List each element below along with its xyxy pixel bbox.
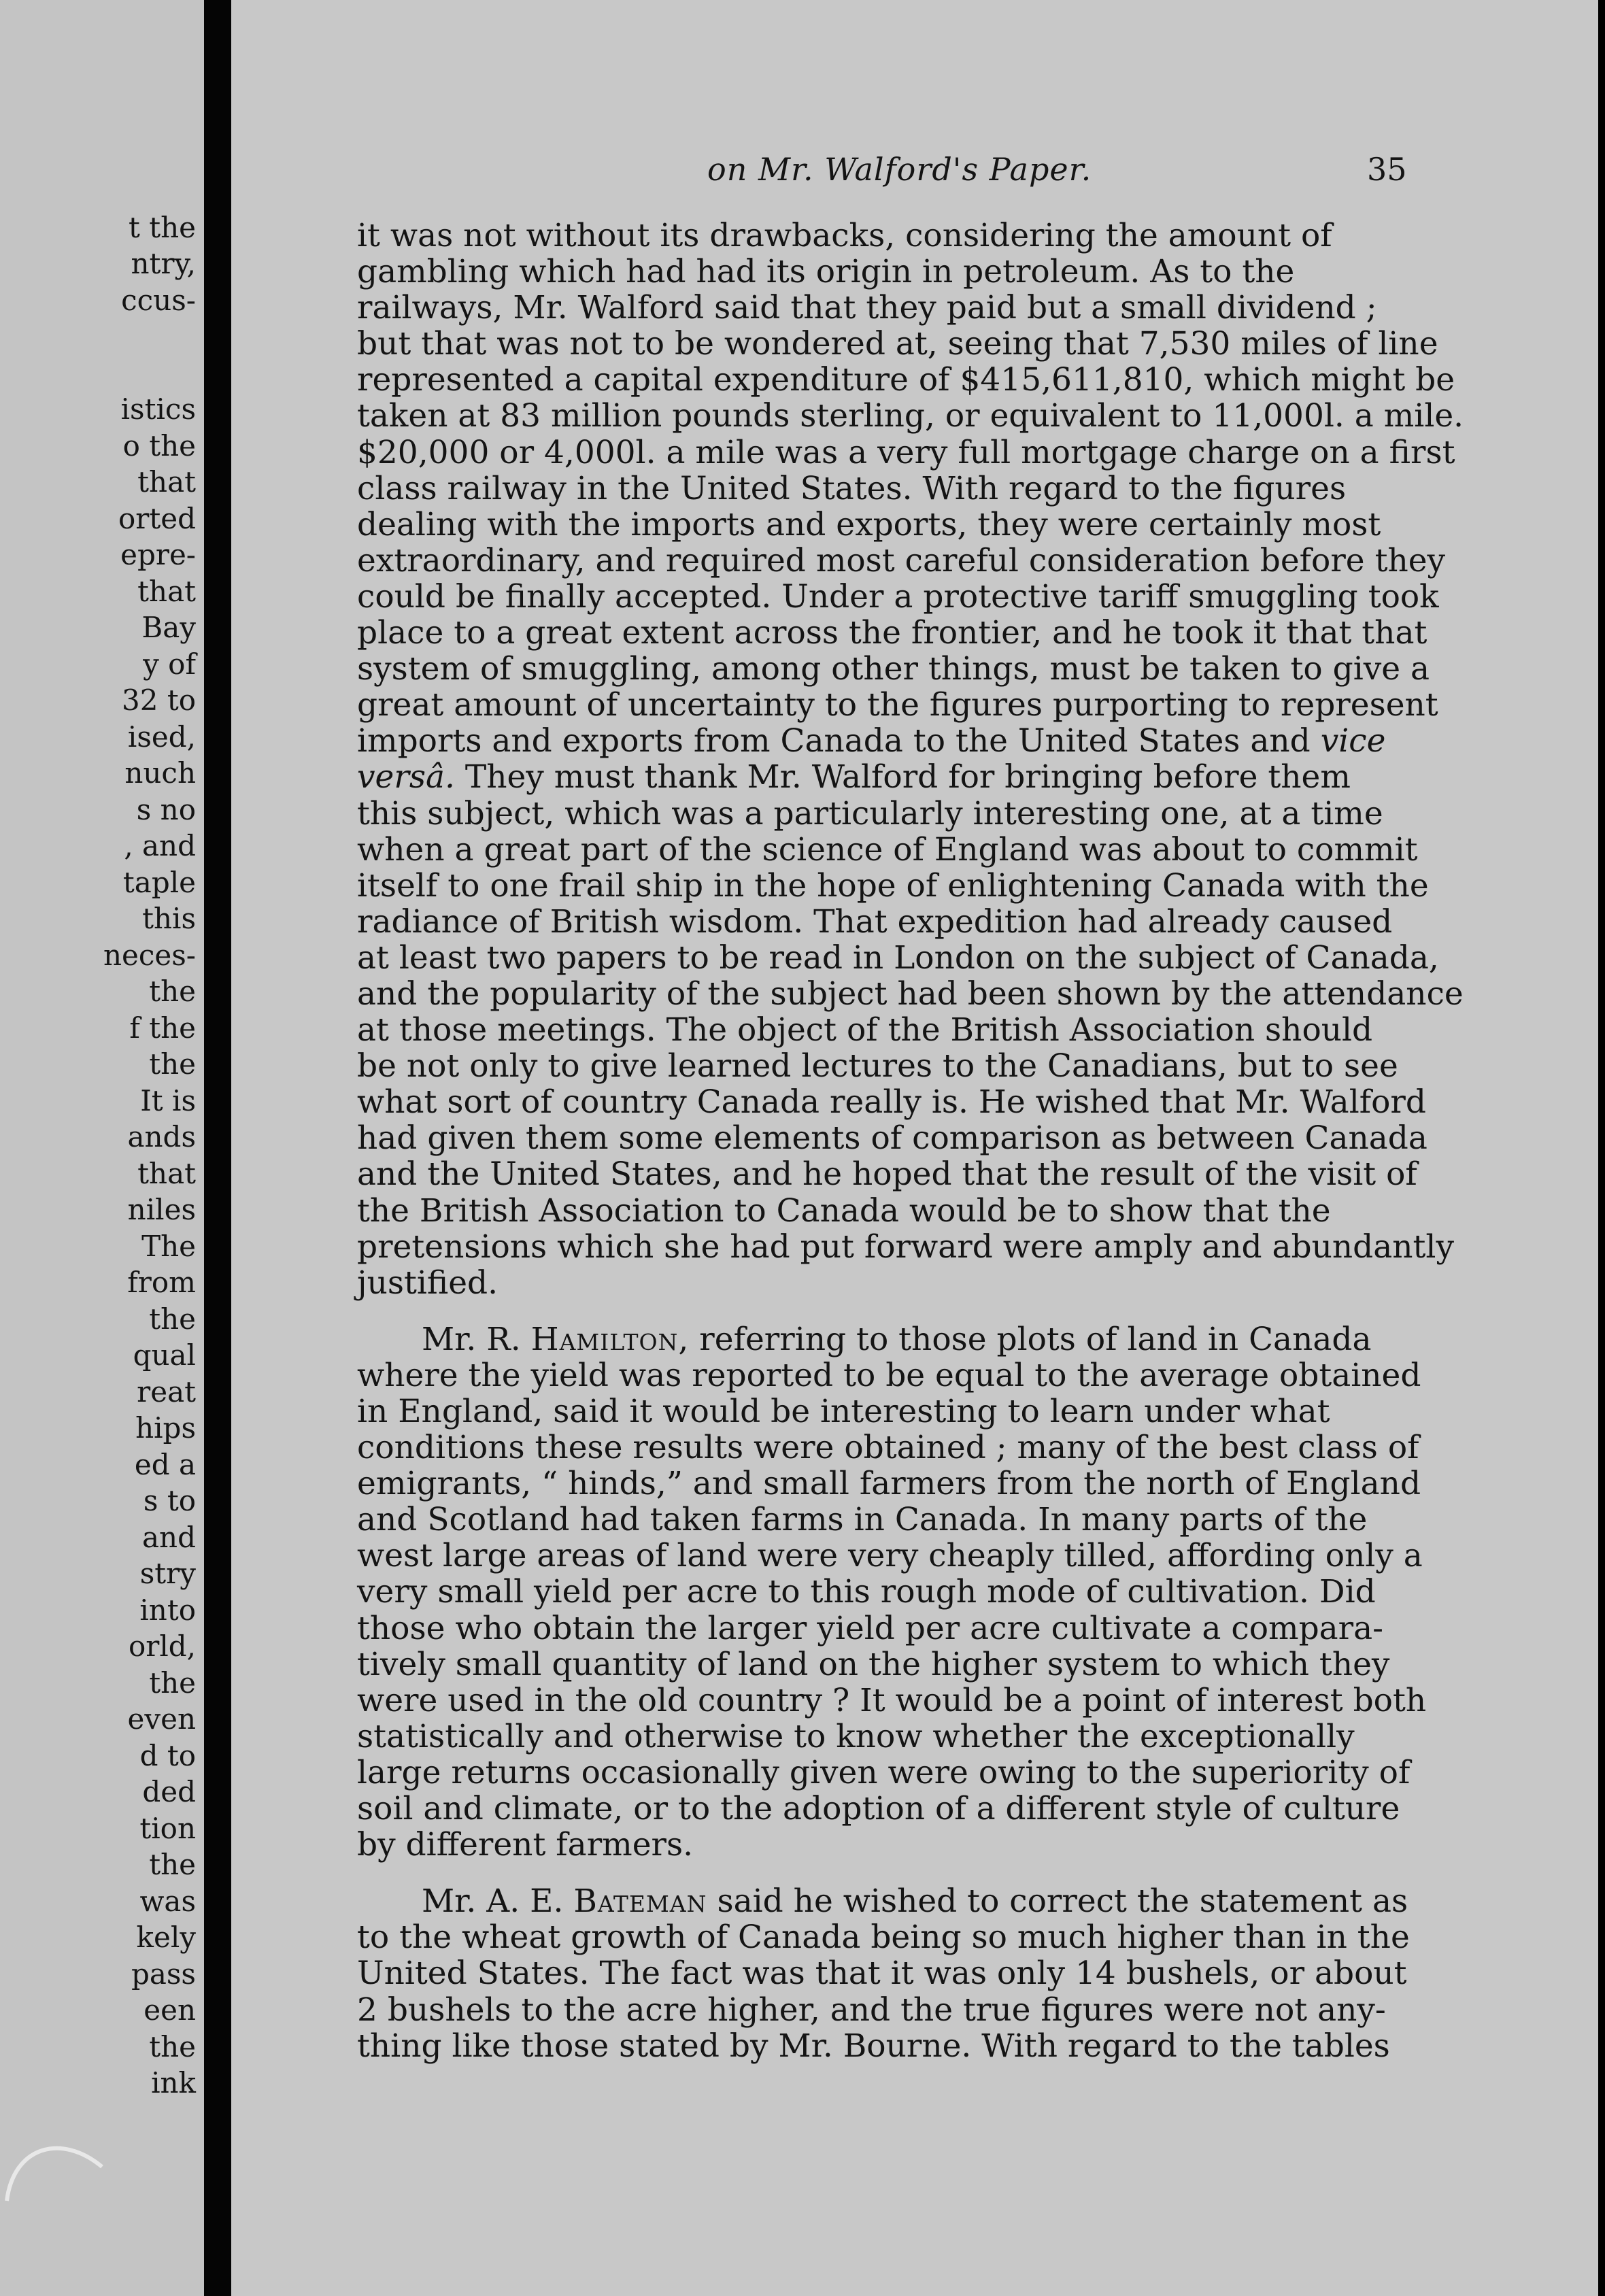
text-line: it was not without its drawbacks, considering the amount of [357,217,1332,254]
paragraph-1 [357,218,1598,1301]
speaker-name: Bateman [573,1883,707,1921]
text-line: at least two papers to be read in London on the subject of Canada, [357,939,1439,977]
left-page-fragment: the [149,1666,196,1700]
text-line: large returns occasionally given were owing to the superiority of [357,1753,1410,1791]
italic-word: vice [1320,722,1386,760]
left-page-fragment: d to [139,1739,196,1772]
left-page-fragment: this [142,902,196,935]
left-page-fragment: the [149,1047,196,1081]
text-line: could be finally accepted. Under a protective tariff smuggling took [357,577,1439,615]
speaker-name: Hamilton, [530,1320,690,1358]
text-line: versâ. They must thank Mr. Walford for bringing before them [357,758,1351,796]
text-line: gambling which had had its origin in petroleum. As to the [357,253,1295,291]
left-page-fragment: the [149,975,196,1008]
paragraph-3-first-line [357,1883,1598,1919]
paragraph-2 [357,1321,1598,1863]
left-page-fragment: Bay [141,611,196,644]
text-line: represented a capital expenditure of $415,611,810, which might be [357,361,1455,399]
text-line: at those meetings. The object of the British Association should [357,1011,1373,1049]
left-page-fragment: t the [128,211,196,244]
text-line: soil and climate, or to the adoption of a different style of culture [357,1790,1400,1828]
page-curl-mark [0,2106,136,2208]
text-line: conditions these results were obtained ; many of the best class of [357,1429,1419,1467]
text-line: west large areas of land were very cheaply tilled, affording only a [357,1537,1423,1575]
text-line: where the yield was reported to be equal to the average obtained [357,1356,1421,1394]
left-page-fragment: s no [136,793,196,826]
running-title: on Mr. Walford's Paper. [707,151,1092,188]
left-page-fragment: and [142,1521,196,1554]
text-line: be not only to give learned lectures to the Canadians, but to see [357,1047,1398,1085]
text-line: thing like those stated by Mr. Bourne. With regard to the tables [357,2027,1390,2065]
left-page-fragment: ded [142,1775,196,1808]
left-page-fragment: o the [122,429,196,462]
text-line: taken at 83 million pounds sterling, or equivalent to 11,000l. a mile. [357,397,1464,435]
left-page-fragment: even [127,1702,196,1736]
text-line: United States. The fact was that it was only 14 bushels, or about [357,1955,1407,1993]
left-page-fragment: was [139,1885,196,1918]
text-line: to the wheat growth of Canada being so much higher than in the [357,1919,1410,1957]
left-page-fragment: pass [131,1957,196,1991]
left-page-fragment: into [139,1593,196,1627]
speaker-prefix: Mr. A. E. [422,1883,564,1921]
left-page-fragment: taple [122,866,196,899]
page-header: on Mr. Walford's Paper. 35 [707,151,1407,188]
left-page-fragment: the [149,2030,196,2063]
left-page-fragment: stry [139,1557,196,1590]
left-page-fragment: that [137,465,196,499]
left-page-fragment: It is [140,1084,196,1117]
left-page-fragment: 32 to [122,683,196,717]
left-page-fragment: ccus- [121,284,196,317]
text-line: and the popularity of the subject had been shown by the attendance [357,975,1464,1013]
left-page-fragment: qual [133,1338,196,1372]
left-page-fragment: s to [143,1484,196,1517]
left-page-fragment: istics [120,392,196,426]
text-line: the British Association to Canada would be to show that the [357,1192,1331,1230]
text-line: emigrants, “ hinds,” and small farmers from the north of England [357,1465,1421,1503]
text-line: great amount of uncertainty to the figures purporting to represent [357,686,1438,724]
left-page-fragment: ink [151,2066,196,2099]
left-page-fragment: ntry, [131,247,196,280]
left-page-fragment: orted [118,502,196,535]
text-line: tively small quantity of land on the higher system to which they [357,1645,1390,1683]
text-line: but that was not to be wondered at, seeing that 7,530 miles of line [357,325,1438,363]
paragraph-3 [357,1883,1598,2063]
text-line: class railway in the United States. With regard to the figures [357,469,1347,507]
left-page-fragment: neces- [103,939,196,972]
left-page-margin [0,0,204,2296]
text-line: and the United States, and he hoped that the result of the visit of [357,1155,1417,1194]
right-page [231,0,1598,2296]
left-page-fragment: from [127,1266,196,1299]
left-page-fragment: nuch [124,756,196,790]
left-page-fragment: ised, [127,720,196,754]
left-page-fragment: orld, [128,1630,196,1663]
speaker-prefix: Mr. R. [422,1320,521,1358]
text-line: this subject, which was a particularly interesting one, at a time [357,794,1383,832]
text-line: extraordinary, and required most careful consideration before they [357,541,1446,579]
text-line: had given them some elements of comparison as between Canada [357,1119,1427,1158]
left-page-fragment: hips [135,1411,196,1445]
left-page-fragment: , and [124,829,196,862]
text-line: pretensions which she had put forward were amply and abundantly [357,1228,1455,1266]
book-gutter [204,0,231,2296]
text-line: when a great part of the science of England was about to commit [357,830,1418,868]
text-line: very small yield per acre to this rough mode of cultivation. Did [357,1573,1376,1611]
left-page-fragment: y of [143,647,196,681]
text-line: statistically and otherwise to know whether the exceptionally [357,1717,1355,1755]
text-line: justified. [357,1264,499,1302]
left-page-fragment: een [143,1993,196,2027]
left-page-fragment: ands [127,1120,196,1153]
text-line: by different farmers. [357,1826,694,1864]
text-line: were used in the old country ? It would be a point of interest both [357,1681,1427,1719]
text-line: $20,000 or 4,000l. a mile was a very full mortgage charge on a first [357,433,1455,471]
left-page-fragment: The [141,1230,196,1263]
text-line: itself to one frail ship in the hope of enlightening Canada with the [357,866,1429,905]
paragraph-2-first-line [357,1321,1598,1357]
left-page-fragment: the [149,1848,196,1881]
first-line-rest: referring to those plots of land in Canada [699,1320,1372,1358]
text-line: what sort of country Canada really is. He wished that Mr. Walford [357,1083,1426,1121]
text-line: railways, Mr. Walford said that they paid but a small dividend ; [357,289,1377,327]
left-page-fragment: f the [129,1011,196,1045]
first-line-rest: said he wished to correct the statement as [717,1883,1408,1921]
body-text [357,218,1598,2064]
left-page-fragment: the [149,1302,196,1336]
left-page-fragment: reat [137,1375,196,1408]
left-page-fragment: that [137,1157,196,1190]
left-page-fragment: ed a [134,1448,196,1481]
text-line: place to a great extent across the frontier, and he took it that that [357,614,1427,652]
left-page-fragment: tion [139,1812,196,1845]
text-line: those who obtain the larger yield per acre cultivate a compara- [357,1609,1384,1647]
left-page-fragment: that [137,575,196,608]
text-line: system of smuggling, among other things, must be taken to give a [357,650,1430,688]
left-page-fragment: niles [127,1193,196,1226]
left-page-fragment: epre- [120,538,196,571]
text-line: and Scotland had taken farms in Canada. In many parts of the [357,1501,1368,1539]
left-page-fragment: kely [136,1921,196,1954]
text-line: imports and exports from Canada to the United States and vice [357,722,1386,760]
text-line: in England, said it would be interesting to learn under what [357,1393,1330,1430]
text-line: 2 bushels to the acre higher, and the true figures were not any- [357,1991,1386,2029]
text-line: dealing with the imports and exports, they were certainly most [357,505,1381,543]
text-line: radiance of British wisdom. That expedition had already caused [357,902,1393,941]
